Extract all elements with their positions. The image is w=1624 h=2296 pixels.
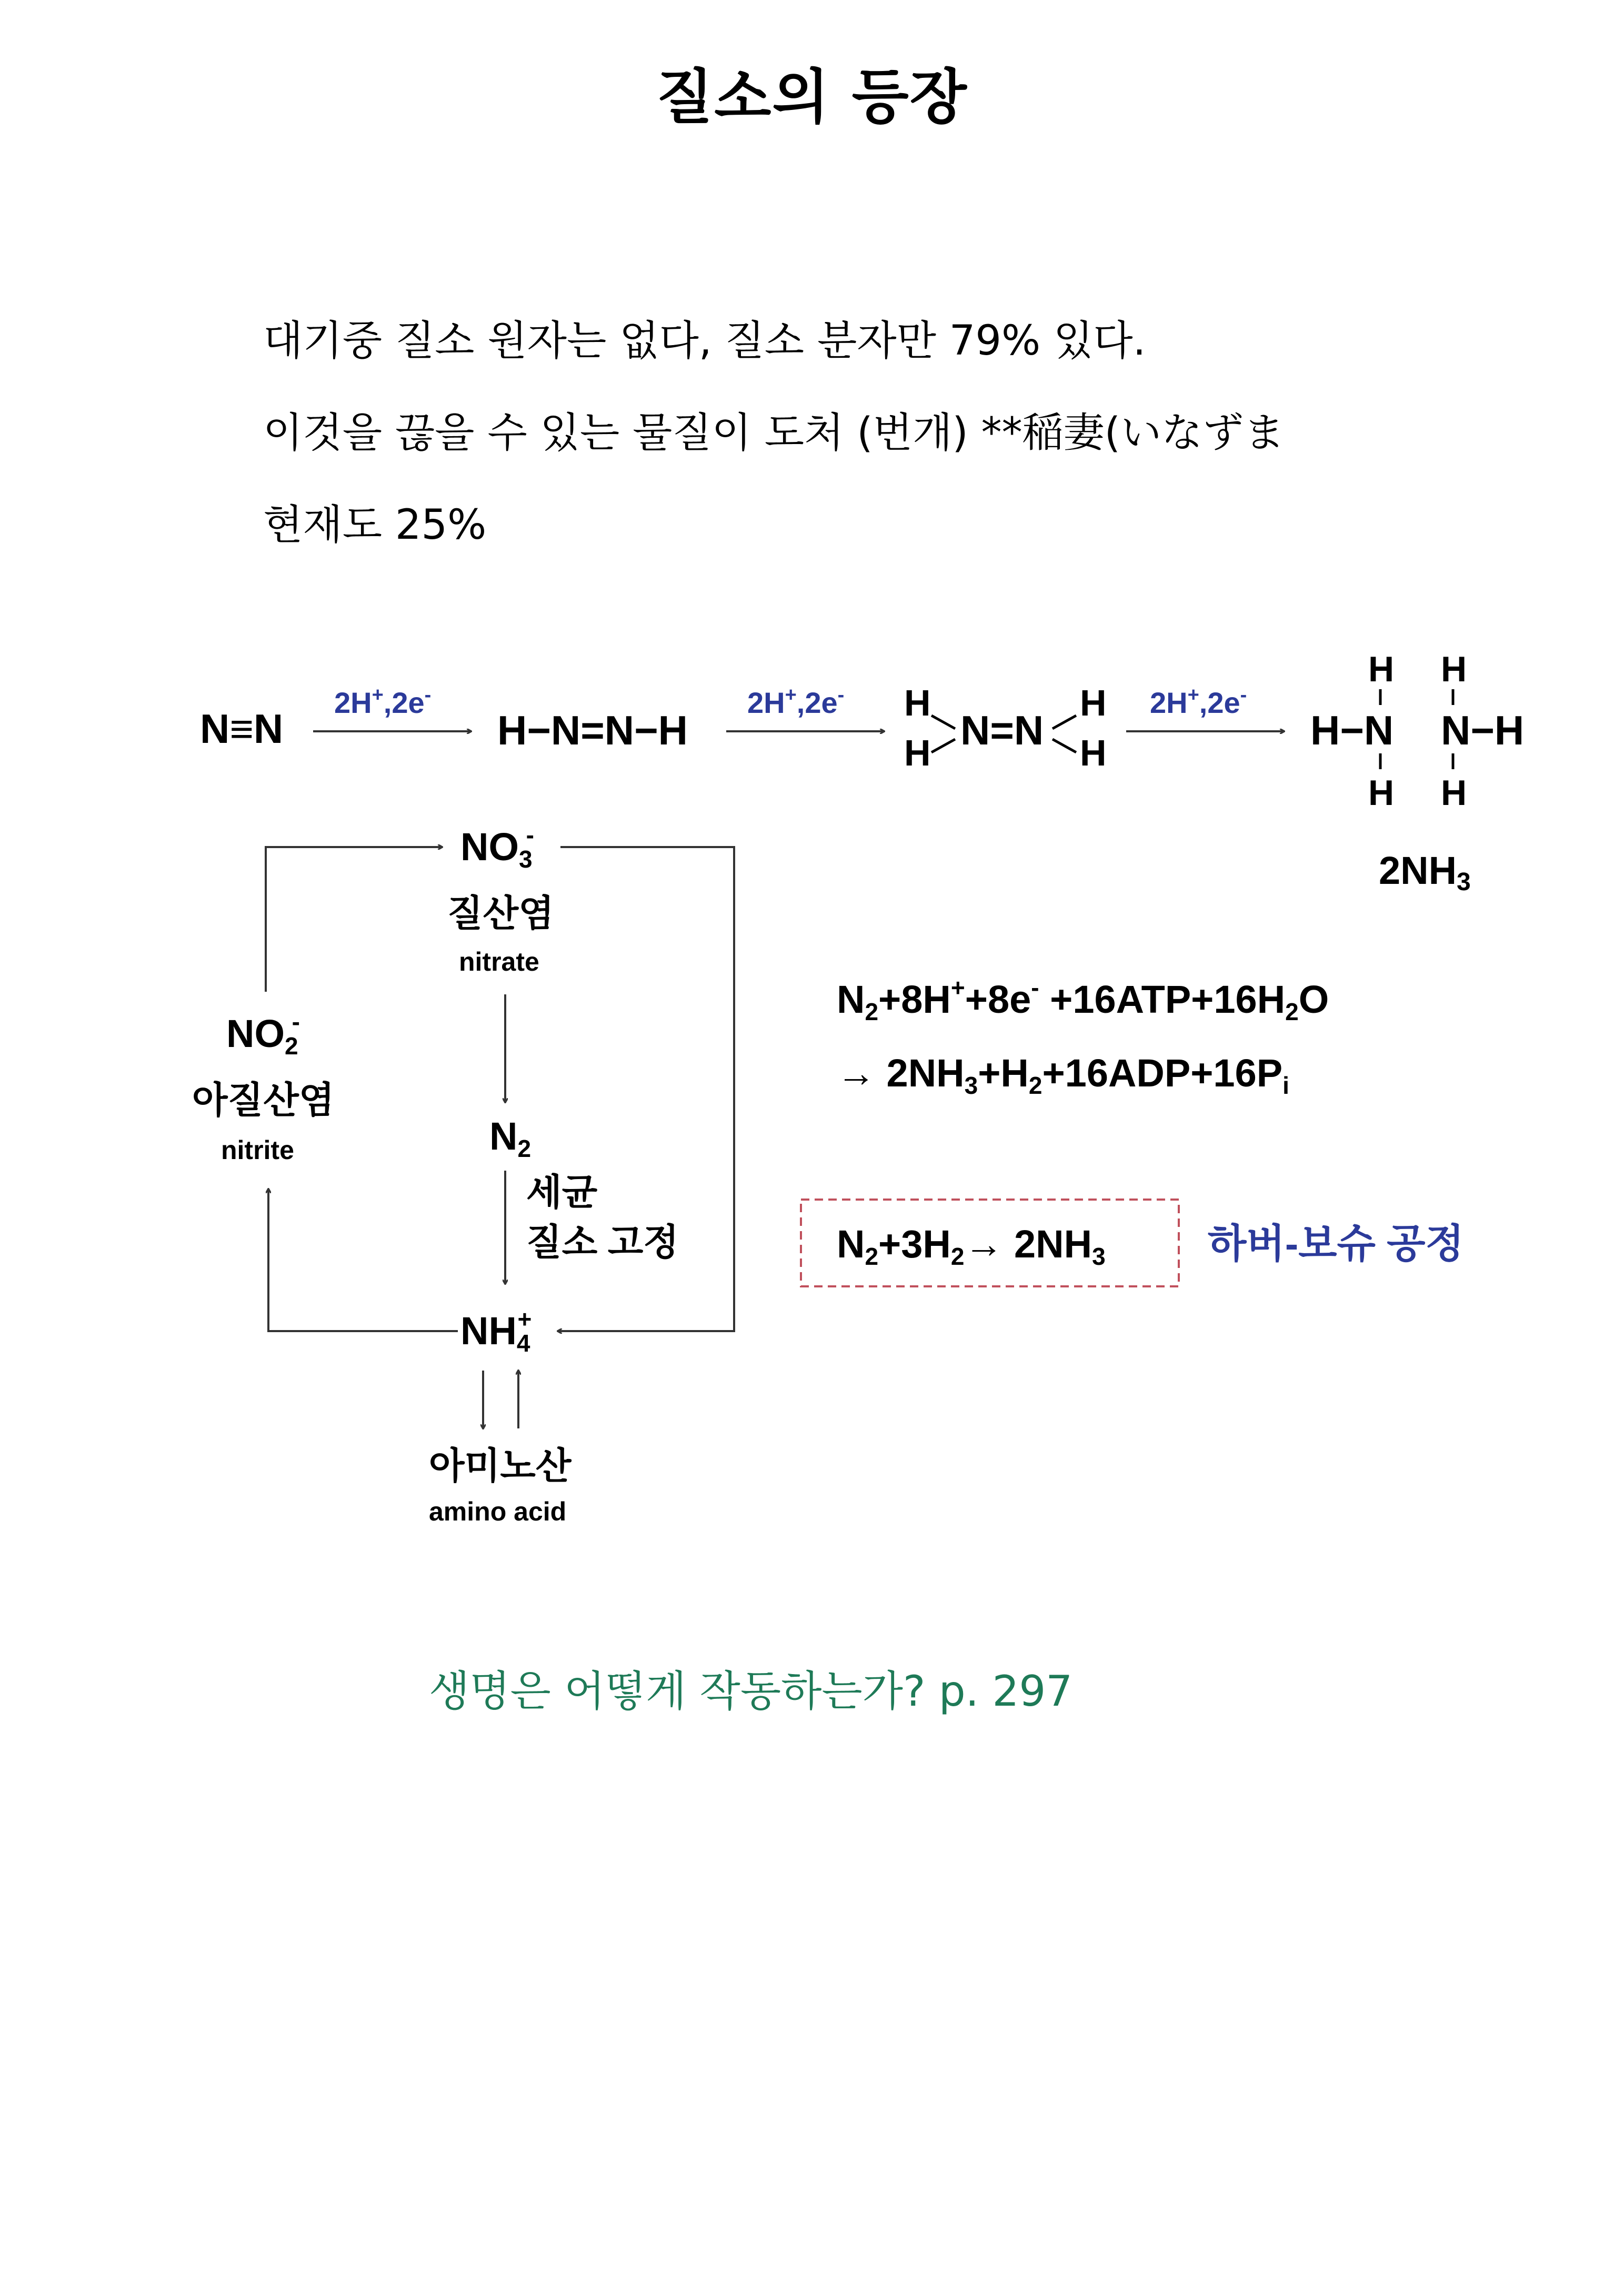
reduction-pathway	[200, 649, 1524, 896]
svg-text:H: H	[904, 732, 931, 773]
nitrate-formula: NO3-	[460, 821, 534, 873]
reagent-label-1: 2H+,2e-	[334, 684, 432, 719]
haber-label: 하버-보슈 공정	[1208, 1222, 1464, 1266]
equation-line2: → 2NH3+H2+16ADP+16Pi	[837, 1051, 1289, 1099]
nitrogen-diagram	[0, 631, 1624, 1578]
reagent-label-3: 2H+,2e-	[1150, 684, 1247, 719]
equation-line1: N2+8H++8e- +16ATP+16H2O	[837, 974, 1329, 1025]
ammonia-product-label: 2NH3	[1379, 849, 1471, 896]
haber-bosch	[801, 1200, 1464, 1286]
ammonium-formula: NH4+	[460, 1305, 532, 1357]
text-line-current-percent: 현재도 25%	[263, 501, 487, 549]
nitrite-ko-label: 아질산염	[192, 1080, 335, 1121]
n2-formula: N2	[489, 1114, 532, 1162]
svg-text:H: H	[1368, 773, 1395, 813]
ammonia-structure	[1310, 649, 1524, 813]
svg-text:H: H	[1080, 732, 1107, 773]
nitrate-en-label: nitrate	[459, 947, 539, 976]
svg-text:N=N: N=N	[960, 707, 1044, 753]
n2-triple-bond: N≡N	[200, 706, 284, 752]
page-title: 질소의 등장	[656, 63, 968, 132]
fixation-label-line1: 세균	[526, 1172, 598, 1213]
svg-text:H: H	[1368, 649, 1395, 689]
reagent-label-2: 2H+,2e-	[747, 684, 845, 719]
hydrazine-structure	[904, 682, 1107, 773]
svg-text:H−N: H−N	[1310, 707, 1394, 753]
svg-text:H: H	[1441, 649, 1467, 689]
nitrate-ko-label: 질산염	[447, 893, 554, 934]
amino-en-label: amino acid	[429, 1497, 567, 1526]
amino-ko-label: 아미노산	[429, 1445, 572, 1486]
nitrogen-cycle	[192, 821, 734, 1526]
svg-text:H: H	[1080, 682, 1107, 723]
nitrite-formula: NO2-	[226, 1008, 300, 1060]
svg-text:H: H	[904, 682, 931, 723]
svg-text:N−H: N−H	[1441, 707, 1525, 753]
text-line-nitrogen-atoms: 대기중 질소 원자는 없다, 질소 분자만 79% 있다.	[263, 317, 1146, 365]
text-line-lightning: 이것을 끊을 수 있는 물질이 도처 (번개) **稲妻(いなずま	[263, 409, 1285, 457]
cycle-arrow-no2-to-no3	[266, 847, 442, 992]
nitrite-en-label: nitrite	[221, 1135, 294, 1165]
diazene-structure: H−N=N−H	[497, 707, 688, 753]
source-citation: 생명은 어떻게 작동하는가? p. 297	[429, 1667, 1073, 1716]
nitrogenase-equation	[837, 974, 1329, 1099]
cycle-arrow-nh4-to-no2	[268, 1189, 458, 1331]
svg-text:H: H	[1441, 773, 1467, 813]
fixation-label-line2: 질소 고정	[526, 1222, 679, 1263]
haber-equation: N2+3H2→ 2NH3	[837, 1222, 1106, 1270]
